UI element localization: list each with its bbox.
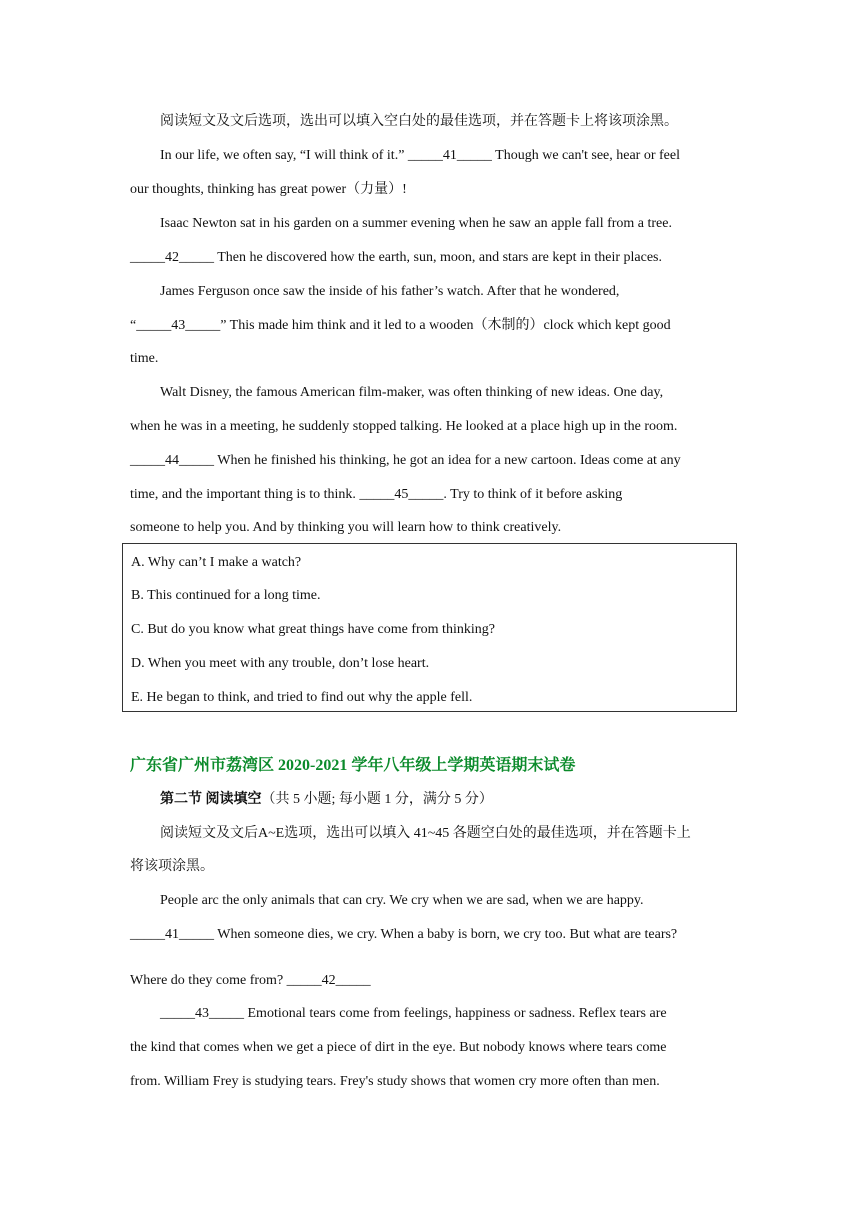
- passage1-line-12: someone to help you. And by thinking you will learn how to think creatively.: [130, 520, 562, 535]
- passage1-line-10: _____44_____ When he finished his thinking, he got an idea for a new cartoon. Ideas come at any: [130, 453, 681, 468]
- section2-line-1: People arc the only animals that can cry. We cry when we are sad, when we are happy.: [160, 893, 644, 908]
- passage1-line-6: “_____43_____” This made him think and it led to a wooden（木制的）clock which kept good: [130, 318, 671, 333]
- option-a: A. Why can’t I make a watch?: [131, 555, 302, 570]
- passage1-line-8: Walt Disney, the famous American film-maker, was often thinking of new ideas. One day,: [160, 385, 664, 400]
- option-b: B. This continued for a long time.: [131, 588, 321, 603]
- passage1-line-9: when he was in a meeting, he suddenly stopped talking. He looked at a place high up in the room.: [130, 419, 678, 434]
- option-e: E. He began to think, and tried to find out why the apple fell.: [131, 690, 473, 705]
- option-c: C. But do you know what great things have come from thinking?: [131, 622, 495, 637]
- passage1-line-11: time, and the important thing is to think. _____45_____. Try to think of it before asking: [130, 487, 623, 502]
- passage1-line-2: our thoughts, thinking has great power（力量）!: [130, 182, 407, 197]
- passage1-line-1: In our life, we often say, “I will think of it.” _____41_____ Though we can't see, hear or feel: [160, 148, 680, 163]
- passage1-line-5: James Ferguson once saw the inside of his father’s watch. After that he wondered,: [160, 284, 620, 299]
- passage1-instruction: 阅读短文及文后选项，选出可以填入空白处的最佳选项，并在答题卡上将该项涂黑。: [160, 114, 678, 129]
- section2-line-4: _____43_____ Emotional tears come from feelings, happiness or sadness. Reflex tears are: [160, 1006, 667, 1021]
- section2-instruction-2: 将该项涂黑。: [130, 859, 214, 874]
- section-subheading: [160, 790, 740, 810]
- passage1-line-3: Isaac Newton sat in his garden on a summer evening when he saw an apple fall from a tree.: [160, 216, 672, 231]
- section2-line-5: the kind that comes when we get a piece of dirt in the eye. But nobody knows where tears come: [130, 1040, 667, 1055]
- options-box: [122, 543, 737, 712]
- section-subheading-rest: （共 5 小题; 每小题 1 分，满分 5 分）: [261, 792, 493, 807]
- section-subheading-bold: 第二节 阅读填空: [160, 792, 262, 807]
- passage1-line-4: _____42_____ Then he discovered how the earth, sun, moon, and stars are kept in their places.: [130, 250, 662, 265]
- section2-line-3: Where do they come from? _____42_____: [130, 973, 371, 988]
- section2-line-2: _____41_____ When someone dies, we cry. When a baby is born, we cry too. But what are tears?: [130, 927, 678, 942]
- passage1-line-7: time.: [130, 351, 159, 366]
- exam-title-heading: 广东省广州市荔湾区 2020-2021 学年八年级上学期英语期末试卷: [130, 757, 576, 774]
- option-d: D. When you meet with any trouble, don’t lose heart.: [131, 656, 430, 671]
- section2-instruction-1: 阅读短文及文后A~E选项，选出可以填入 41~45 各题空白处的最佳选项，并在答题卡上: [160, 826, 691, 841]
- section2-line-6: from. William Frey is studying tears. Frey's study shows that women cry more often than men.: [130, 1074, 660, 1089]
